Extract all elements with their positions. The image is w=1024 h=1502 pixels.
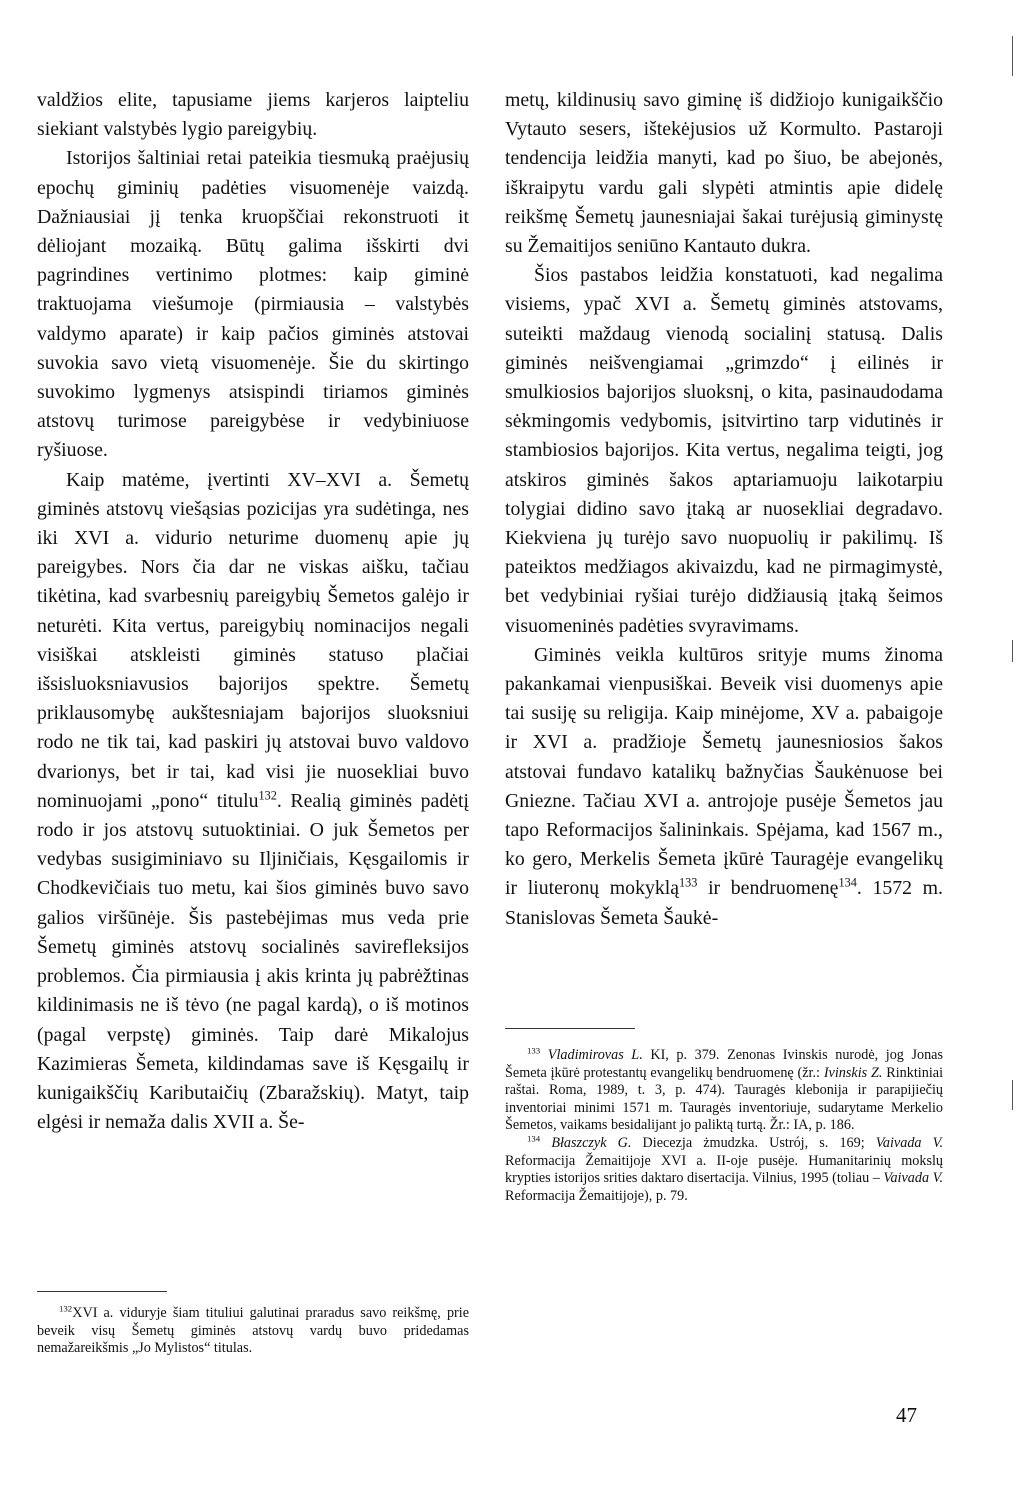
footnote-body: Diecezja żmudzka. Ustrój, s. 169; — [631, 1134, 876, 1151]
footnote-132 — [37, 1305, 469, 1358]
footnote-number: 132 — [59, 1303, 73, 1314]
paragraph-text: . Realią giminės padėtį rodo ir jos atstovų sutuoktiniai. O juk Šemetos per vedybas susigiminiavo su Iljiničiais, Kęsgailomis ir Chodkevičiais tuo metu, kai šios giminės buvo savo galios viršūnėje. Šis pastebėjimas mus veda prie Šemetų giminės atstovų socialinės savirefleksijos problemos. Čia pirmiausia į akis krinta jų pabrėžtinas kildinimasis ne iš tėvo (ne pagal kardą), o iš motinos (pagal verpstę) giminės. Taip darė Mikalojus Kazimieras Šemeta, kildindamas save iš Kęsgailų ir kunigaikščių Kaributaičių (Zbaražskių). Matyt, taip elgėsi ir nemaža dalis XVII a. Še- — [37, 789, 469, 1134]
paragraph-text: Giminės veikla kultūros srityje mums žinoma pakankamai vienpusiškai. Beveik visi duomenys apie tai susiję su religija. Kaip minėjome, XV a. pabaigoje ir XVI a. pradžioje Šemetų jaunesniosios šakos atstovai fundavo katalikų bažnyčias Šaukėnuose bei Gniezne. Tačiau XVI a. antrojoje pusėje Šemetos jau tapo Reformacijos šalininkais. Spėjama, kad 1567 m., ko gero, Merkelis Šemeta įkūrė Tauragėje evangelikų ir liuteronų mokyklą — [505, 643, 943, 900]
footnote-rule — [505, 1028, 635, 1029]
page-number: 47 — [896, 1403, 917, 1427]
scan-edge-mark — [1012, 1080, 1013, 1110]
scan-edge-mark — [1012, 36, 1013, 76]
footnote-rule — [37, 1291, 167, 1292]
footnote-body: Reformacija Žemaitijoje XVI a. II-oje pusėje. Humanitarinių mokslų krypties istorijos srities daktaro disertacija. Vilnius, 1995 (toliau – — [505, 1152, 943, 1187]
footnote-ref: 133 — [679, 875, 698, 890]
footnotes-right — [505, 1047, 943, 1205]
footnote-133 — [505, 1047, 943, 1135]
footnote-text — [37, 1305, 469, 1358]
paragraph: Šios pastabos leidžia konstatuoti, kad negalima visiems, ypač XVI a. Šemetų giminės atstovams, suteikti maždaug vienodą socialinį statusą. Dalis giminės neišvengiamai „grimzdo“ į eilinės ir smulkiosios bajorijos sluoksnį, o kita, pasinaudodama sėkmingomis vedybomis, įsitvirtino tarp vidutinės ir stambiosios bajorijos. Kita vertus, negalima teigti, jog atskiros giminės šakos aptariamuoju laikotarpiu tolygiai didino savo įtaką ar nuosekliai degradavo. Kiekviena jų turėjo savo nuopuolių ir pakilimų. Iš pateiktos medžiagos akivaizdu, kad ne pirmagimystė, bet vedybiniai ryšiai turėjo didžiausią įtaką šeimos visuomeninės padėties svyravimams. — [505, 264, 943, 637]
paragraph — [505, 641, 943, 933]
paragraph: Istorijos šaltiniai retai pateikia tiesmuką praėjusių epochų giminių padėties visuomenėje vaizdą. Dažniausiai jį tenka kruopščiai rekonstruoti it dėliojant mozaiką. Būtų galima išskirti dvi pagrindines vertinimo plotmes: kaip giminė traktuojama viešumoje (pirmiausia – valstybės valdymo aparate) ir kaip pačios giminės atstovai suvokia savo vietą visuomenėje. Šie du skirtingo suvokimo lygmenys atsispindi tiriamos giminės atstovų turimose pareigybėse ir vedybiniuose ryšiuose. — [37, 147, 469, 462]
left-column — [37, 86, 469, 1137]
footnote-number: 133 — [527, 1045, 541, 1056]
right-column — [505, 86, 943, 933]
footnote-body: XVI a. viduryje šiam tituliui galutinai praradus savo reikšmę, prie beveik visų Šemetų giminės atstovų vardų buvo pridedamas nemažareikšmis „Jo Mylistos“ titulas. — [37, 1305, 469, 1357]
footnote-author: Ivinskis Z. — [823, 1064, 883, 1081]
paragraph-text: . 1572 m. Stanislovas Šemeta Šaukė- — [505, 877, 943, 929]
paragraph-text: ir bendruomenę — [697, 877, 839, 900]
footnote-number: 134 — [527, 1133, 541, 1144]
footnote-ref: 132 — [258, 788, 277, 803]
footnote-134 — [505, 1135, 943, 1205]
footnote-body: KI, p. 379. Zenonas Ivinskis nurodė, jog Jonas Šemeta įkūrė protestantų evangelikų bendruomenę (žr.: — [505, 1047, 943, 1081]
footnote-author: Vaivada V. — [883, 1170, 943, 1187]
footnote-author: Vaivada V. — [875, 1134, 944, 1151]
paragraph: valdžios elite, tapusiame jiems karjeros laipteliu siekiant valstybės lygio pareigybių. — [37, 89, 469, 141]
footnote-ref: 134 — [838, 875, 857, 890]
paragraph — [37, 466, 469, 1138]
scan-edge-mark — [1012, 640, 1013, 662]
paragraph: metų, kildinusių savo giminę iš didžiojo kunigaikščio Vytauto sesers, ištekėjusios už Kormulto. Pastaroji tendencija leidžia manyti, kad po šiuo, be abejonės, iškraipytu vardu gali slypėti atmintis apie didelę reikšmę Šemetų jaunesniajai šakai turėjusią giminystę su Žemaitijos seniūno Kantauto dukra. — [505, 89, 943, 258]
footnote-author: Vladimirovas L. — [547, 1047, 643, 1063]
footnote-body: Rinktiniai raštai. Roma, 1989, t. 3, p. 474). Tauragės klebonija ir parapijiečių inventoriai minimi 1571 m. Tauragės inventoriuje, sudarytame Merkelio Šemetos, vaikams besidalijant jo paliktą turtą. Žr.: IA, p. 186. — [505, 1064, 944, 1134]
footnote-body: Reformacija Žemaitijoje), p. 79. — [505, 1187, 688, 1204]
paragraph-text: Kaip matėme, įvertinti XV–XVI a. Šemetų giminės atstovų viešąsias pozicijas yra sudėtinga, nes iki XVI a. vidurio neturime duomenų apie jų pareigybes. Nors čia dar ne viskas aišku, tačiau tikėtina, kad svarbesnių pareigybių Šemetos galėjo ir neturėti. Kita vertus, pareigybių nominacijos negali visiškai atskleisti giminės statuso plačiai išsisluoksniavusios bajorijos spektre. Šemetų priklausomybę aukštesniajam bajorijos sluoksniui rodo ne tik tai, kad paskiri jų atstovai buvo valdovo dvarionys, bet ir tai, kad visi jie nuosekliai buvo nominuojami „pono“ titulu — [37, 468, 469, 812]
footnote-author: Błaszczyk G. — [551, 1134, 632, 1151]
